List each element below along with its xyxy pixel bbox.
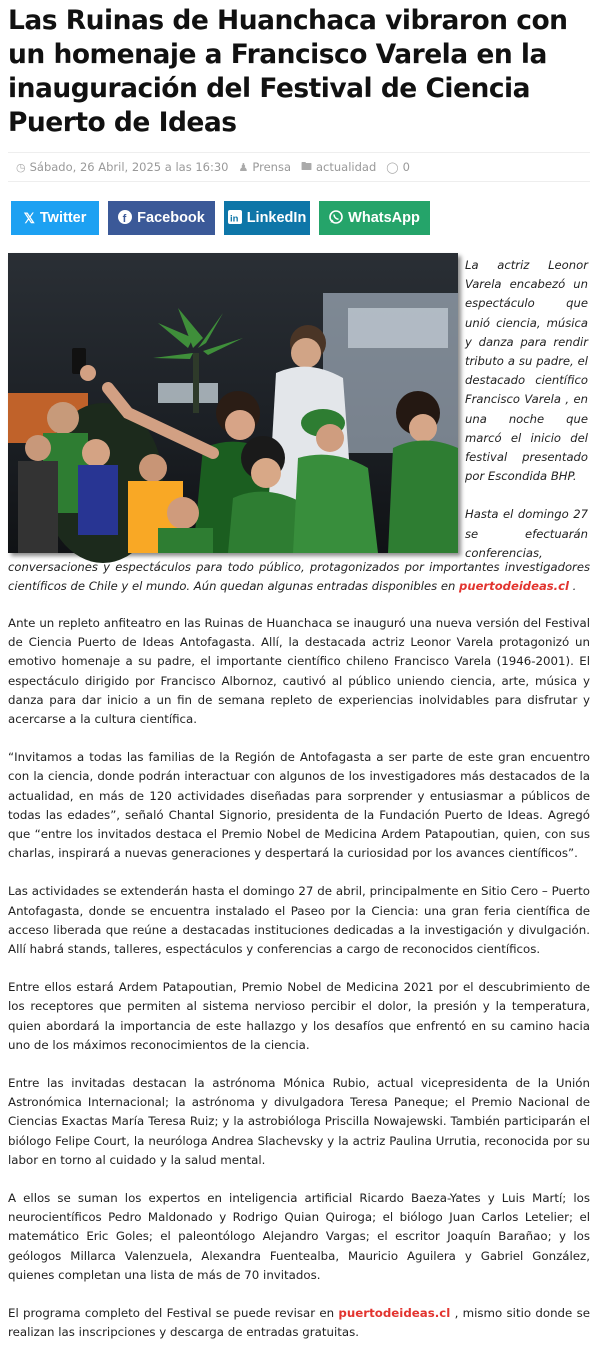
body-paragraph-7 xyxy=(8,1304,590,1342)
festival-selfie-photo xyxy=(8,253,458,553)
article-body xyxy=(8,614,590,1362)
body-paragraph-2: “Invitamos a todas las familias de la Región de Antofagasta a ser parte de este gran encuentro con la ciencia, donde podrán interactuar con algunos de los investigadores más destacados de la actualidad, en más de 120 actividades diseñadas para sorprender y entusiasmar a públicos de todas las edades”, señaló Chantal Signorio, presidenta de la Fundación Puerto de Ideas. Agregó que “entre los invitados destaca el Premio Nobel de Medicina Ardem Patapoutian, quien, con sus charlas, inspirará a nuevas generaciones y despertará la curiosidad por los avances científicos”. xyxy=(8,750,590,861)
article-meta xyxy=(8,152,590,182)
meta-date xyxy=(16,160,229,174)
linkedin-label: LinkedIn xyxy=(246,210,307,226)
body-paragraph-1: Ante un repleto anfiteatro en las Ruinas de Huanchaca se inauguró una nueva versión del Festival de Ciencia Puerto de Ideas Antofagasta. Allí, la destacada actriz Leonor Varela protagonizó un emotivo homenaje a su padre, el importante científico chileno Francisco Varela (1946-2001). El espectáculo dirigido por Francisco Albornoz, cautivó al público uniendo ciencia, arte, música y danza para dar inicio a un fin de semana repleto de experiencias inolvidables para disfrutar y acercarse a la cultura científica. xyxy=(8,616,590,727)
intro-continuation xyxy=(8,558,590,596)
svg-text:in: in xyxy=(229,213,239,224)
body-paragraph-4: Entre ellos estará Ardem Patapoutian, Premio Nobel de Medicina 2021 por el descubrimiento de los receptores que permiten al sistema nervioso percibir el dolor, la presión y la temperatura, quien abordará la importancia de este hallazgo y los desafíos que enfrentó en su camino hacia uno de los máximos reconocimientos de la ciencia. xyxy=(8,980,590,1052)
svg-text:f: f xyxy=(122,212,127,225)
body-paragraph-7-end: , mismo sitio donde se realizan las inscripciones y descarga de entradas gratuitas. xyxy=(8,1306,590,1340)
body-paragraph-5: Entre las invitadas destacan la astrónoma Mónica Rubio, actual vicepresidenta de la Unión Astronómica Internacional; la astrónoma y divulgadora Teresa Paneque; el Premio Nacional de Ciencias Exactas María Teresa Ruiz; y la astrobióloga Priscilla Nowajewski. También participarán el biólogo Felipe Court, la neuróloga Andrea Slachevsky y la actriz Paulina Urrutia, reconocida por su labor en torno al cuidado y la salud mental. xyxy=(8,1076,590,1167)
facebook-icon xyxy=(118,210,132,227)
intro-side-text xyxy=(465,256,588,582)
body-paragraph-6: A ellos se suman los expertos en inteligencia artificial Ricardo Baeza-Yates y Luis Martí; los neurocientíficos Pedro Maldonado y Rodrigo Quian Quiroga; el biólogo Juan Carlos Letelier; el matemático Eric Goles; el paleontólogo Alejandro Vargas; el escritor Joaquín Barañao; y los geólogos Millarca Valenzuela, Alexandra Fuentealba, Mauricio Aguilera y Gabriel González, quienes completan una lista de más de 70 invitados. xyxy=(8,1191,590,1282)
whatsapp-icon xyxy=(329,210,343,227)
whatsapp-label: WhatsApp xyxy=(348,210,420,226)
meta-author-text[interactable]: Prensa xyxy=(252,160,291,174)
intro-paragraph-1: La actriz Leonor Varela encabezó un espectáculo que unió ciencia, música y danza para rendir tributo a su padre, el destacado científico Francisco Varela , en una noche que marcó el inicio del festival presentado por Escondida BHP. xyxy=(465,258,588,484)
facebook-share-button[interactable] xyxy=(108,201,215,235)
clock-icon: ◷ xyxy=(16,160,26,174)
meta-date-text: Sábado, 26 Abril, 2025 a las 16:30 xyxy=(29,160,229,174)
facebook-label: Facebook xyxy=(137,210,205,226)
intro-paragraph-2-start: Hasta el domingo 27 se efectuarán conferencias, xyxy=(465,507,588,560)
linkedin-icon xyxy=(228,210,242,227)
meta-category-text[interactable]: actualidad xyxy=(316,160,377,174)
twitter-label: Twitter xyxy=(39,210,87,226)
intro-site-link[interactable]: puertodeideas.cl xyxy=(459,579,569,594)
twitter-share-button[interactable] xyxy=(11,201,99,235)
meta-comments-count[interactable]: 0 xyxy=(402,160,410,174)
body-paragraph-7-start: El programa completo del Festival se puede revisar en xyxy=(8,1306,335,1321)
meta-category[interactable] xyxy=(301,158,376,177)
comment-icon: ◯ xyxy=(386,160,399,174)
intro-paragraph-2-rest: conversaciones y espectáculos para todo público, protagonizados por importantes investigadores científicos de Chile y el mundo. Aún quedan algunas entradas disponibles en xyxy=(8,560,590,594)
article-title: Las Ruinas de Huanchaca vibraron con un homenaje a Francisco Varela en la inauguración del Festival de Ciencia Puerto de Ideas xyxy=(8,5,568,138)
whatsapp-share-button[interactable] xyxy=(319,201,430,235)
article-photo xyxy=(8,253,458,553)
body-site-link[interactable]: puertodeideas.cl xyxy=(338,1306,451,1321)
body-paragraph-3: Las actividades se extenderán hasta el domingo 27 de abril, principalmente en Sitio Cero – Puerto Antofagasta, donde se encuentra instalado el Paseo por la Ciencia: una gran feria científica de acceso liberada que reúne a destacadas instituciones dedicadas a la investigación y divulgación. Allí habrá stands, talleres, espectáculos y conferencias a cargo de reconocidos científicos. xyxy=(8,884,590,957)
intro-end: . xyxy=(572,579,577,594)
x-icon: 𝕏 xyxy=(23,209,35,226)
user-icon: ♟ xyxy=(238,160,249,174)
folder-icon: 🖿 xyxy=(301,159,312,173)
meta-comments[interactable] xyxy=(386,160,410,174)
share-bar xyxy=(11,201,439,235)
linkedin-share-button[interactable] xyxy=(224,201,310,235)
meta-author[interactable] xyxy=(239,160,292,174)
